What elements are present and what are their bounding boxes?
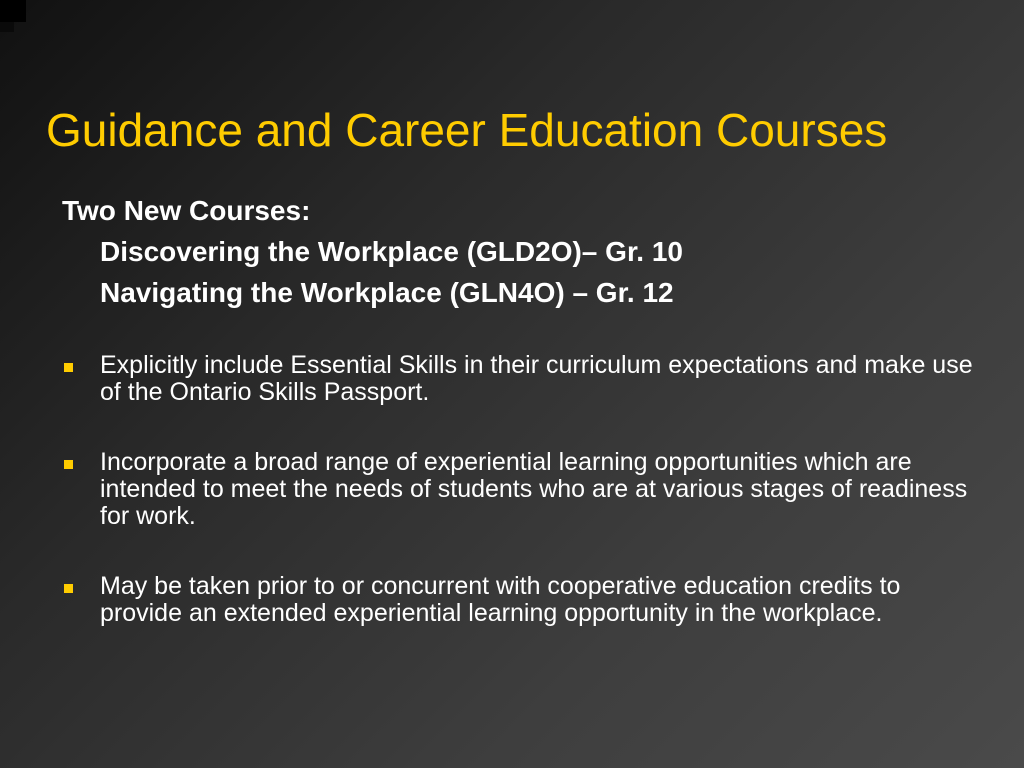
course-item-gln4o: Navigating the Workplace (GLN4O) – Gr. 12 xyxy=(100,277,674,308)
course-item-gld2o: Discovering the Workplace (GLD2O)– Gr. 10 xyxy=(100,236,683,267)
bullet-text: Explicitly include Essential Skills in their curriculum expectations and make use of the Ontario Skills Passport. xyxy=(100,351,973,406)
bullet-text: May be taken prior to or concurrent with cooperative education credits to provide an extended experiential learning opportunity in the workplace. xyxy=(100,572,901,627)
bullet-item xyxy=(62,352,982,406)
bullet-item xyxy=(62,449,982,530)
bullet-list xyxy=(62,352,982,670)
slide-title: Guidance and Career Education Courses xyxy=(46,104,888,156)
courses-intro xyxy=(62,190,962,313)
corner-decoration xyxy=(0,0,26,22)
square-bullet-icon xyxy=(64,363,73,372)
courses-heading: Two New Courses: xyxy=(62,195,311,226)
square-bullet-icon xyxy=(64,584,73,593)
corner-decoration-small xyxy=(0,22,14,32)
bullet-text: Incorporate a broad range of experiential learning opportunities which are intended to meet the needs of students who are at various stages of readiness for work. xyxy=(100,448,968,530)
square-bullet-icon xyxy=(64,460,73,469)
bullet-item xyxy=(62,573,982,627)
